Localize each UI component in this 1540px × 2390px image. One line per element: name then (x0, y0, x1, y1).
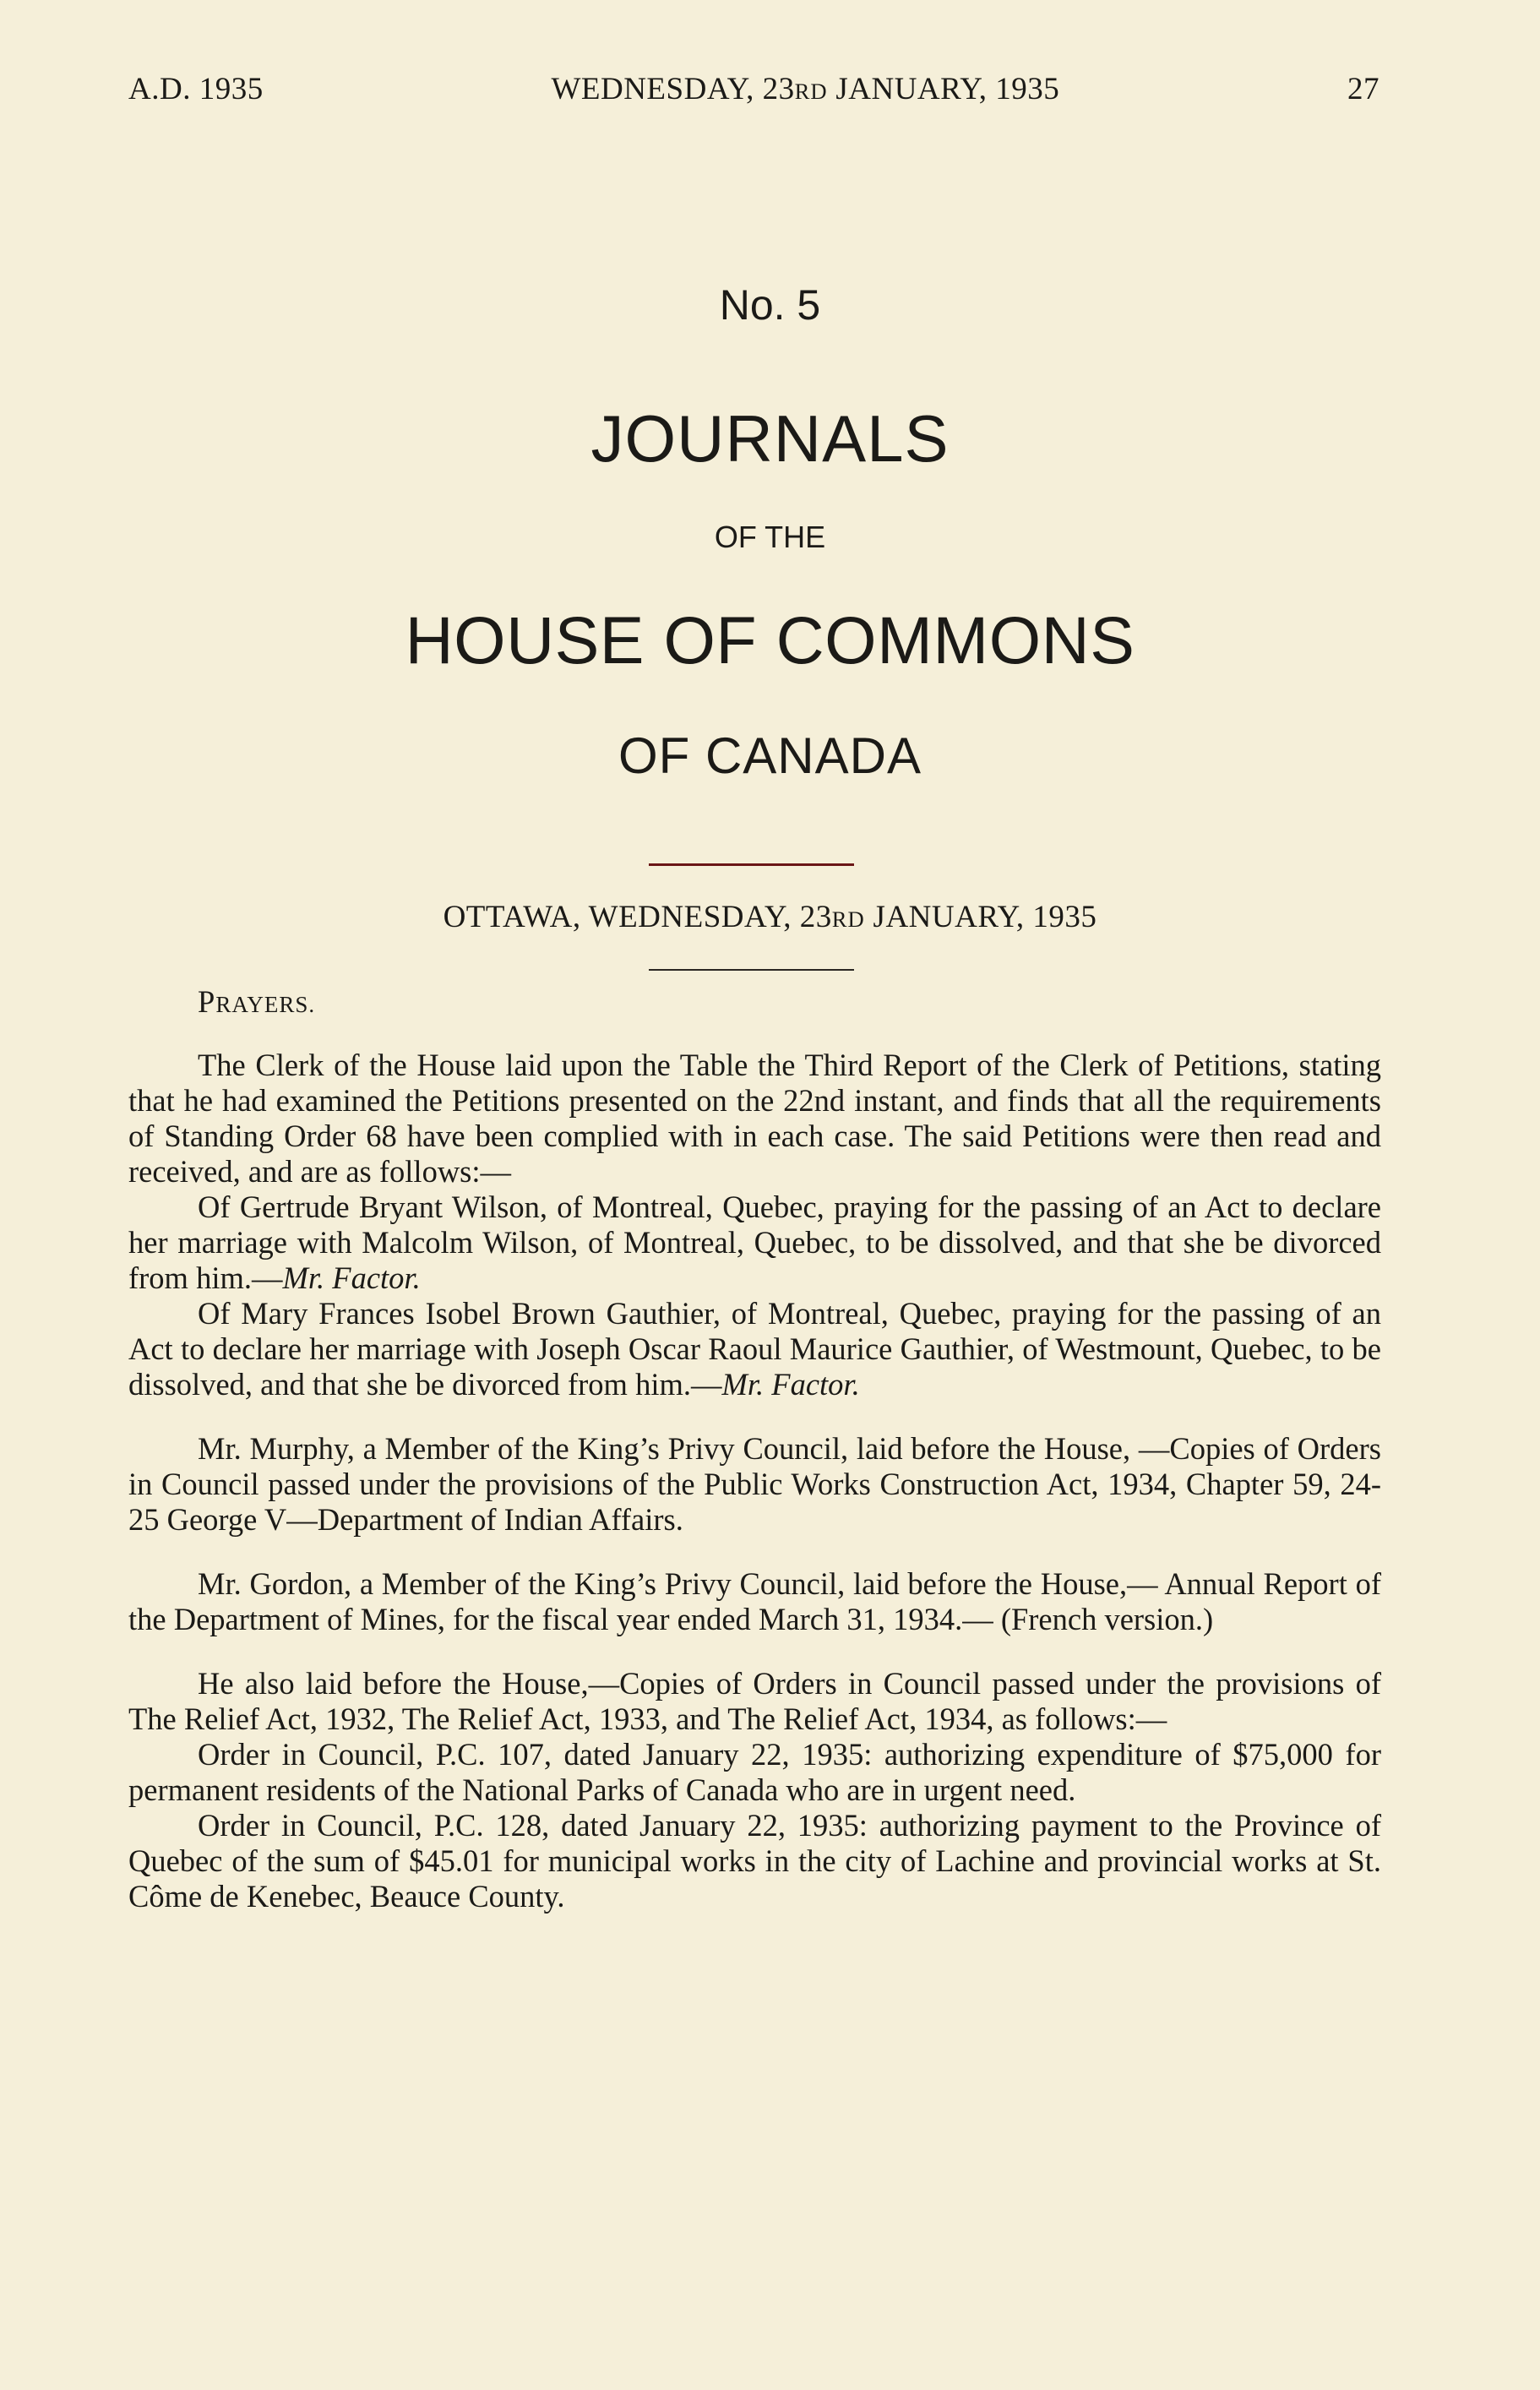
petition-wilson-paragraph (128, 1190, 1381, 1296)
journals-title: JOURNALS (590, 401, 950, 476)
running-header (128, 71, 1379, 107)
header-date-rest: JANUARY, 1935 (827, 72, 1060, 106)
order-128-paragraph: Order in Council, P.C. 128, dated January 22, 1935: authorizing payment to the Province of Quebec of the sum of $45.01 for municipal works in the city of Lachine and provincial works at St. Côme de Kenebec, Beauce County. (128, 1808, 1381, 1914)
header-year: A.D. 1935 (128, 72, 264, 106)
dateline-main: OTTAWA, WEDNESDAY, 23 (443, 900, 832, 934)
petition-gauthier-text: Of Mary Frances Isobel Brown Gauthier, of Montreal, Quebec, praying for the passing of an Act to declare her marriage with Joseph Oscar Raoul Maurice Gauthier, of Westmount, Quebec, to be dissolved, and that she be divorced from him.— (128, 1296, 1381, 1402)
header-date (551, 71, 1059, 107)
gordon-paragraph: Mr. Gordon, a Member of the King’s Privy Council, laid before the House,— Annual Report of the Department of Mines, for the fiscal year ended March 31, 1934.— (French version.) (128, 1566, 1381, 1636)
prayers-heading (198, 984, 1381, 1022)
order-107-paragraph: Order in Council, P.C. 107, dated January 22, 1935: authorizing expenditure of $75,000 for permanent residents of the National Parks of Canada who are in urgent need. (128, 1737, 1381, 1807)
of-canada-subtitle: OF CANADA (618, 727, 922, 784)
dateline-ordinal: RD (831, 906, 865, 932)
title-block (0, 270, 1540, 785)
murphy-paragraph: Mr. Murphy, a Member of the King’s Privy Council, laid before the House, —Copies of Orders in Council passed under the provisions of the Public Works Construction Act, 1934, Chapter 59, 24-25 George V—Department of Indian Affairs. (128, 1431, 1381, 1537)
petition-gauthier-paragraph (128, 1296, 1381, 1402)
petition-wilson-mover: Mr. Factor. (282, 1260, 421, 1295)
relief-intro-paragraph: He also laid before the House,—Copies of Orders in Council passed under the provisions of The Relief Act, 1932, The Relief Act, 1933, and The Relief Act, 1934, as follows:— (128, 1666, 1381, 1736)
header-date-ordinal: RD (794, 79, 828, 104)
issue-number: No. 5 (719, 281, 821, 329)
clerk-report-paragraph: The Clerk of the House laid upon the Table the Third Report of the Clerk of Petitions, stating that he had examined the Petitions presented on the 22nd instant, and finds that all the requirements of Standing Order 68 have been complied with in each case. The said Petitions were then read and received, and are as follows:— (128, 1048, 1381, 1189)
dateline-rest: JANUARY, 1935 (864, 900, 1097, 934)
page-number: 27 (1347, 72, 1379, 106)
house-title: HOUSE OF COMMONS (405, 602, 1135, 678)
sitting-dateline (0, 899, 1540, 935)
red-divider-rule (649, 863, 854, 866)
prayers-rest: RAYERS. (215, 992, 316, 1017)
petition-wilson-text: Of Gertrude Bryant Wilson, of Montreal, Quebec, praying for the passing of an Act to declare her marriage with Malcolm Wilson, of Montreal, Quebec, to be dissolved, and that she be divorced from him.— (128, 1190, 1381, 1295)
journal-body (128, 984, 1381, 1914)
divider-rule (649, 969, 854, 971)
of-the-subtitle: OF THE (714, 520, 826, 554)
petition-gauthier-mover: Mr. Factor. (721, 1367, 860, 1402)
header-date-main: WEDNESDAY, 23 (551, 72, 795, 106)
prayers-initial: P (198, 984, 216, 1019)
